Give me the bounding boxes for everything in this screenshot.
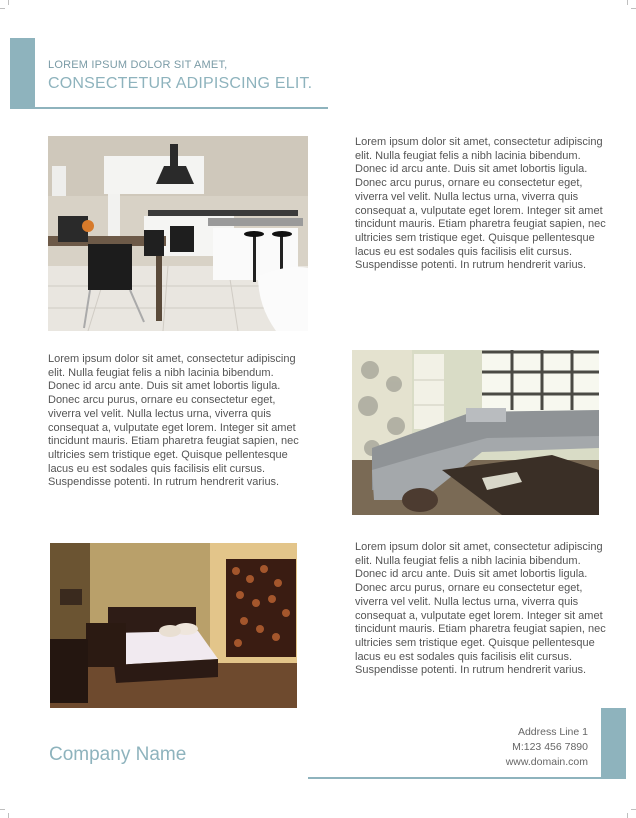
website-link[interactable]: www.domain.com — [505, 756, 588, 768]
crop-mark — [631, 8, 636, 9]
header-headline: CONSECTETUR ADIPISCING ELIT. — [48, 75, 313, 92]
header-kicker: LOREM IPSUM DOLOR SIT AMET, — [48, 59, 228, 71]
crop-mark — [0, 8, 5, 9]
crop-mark — [627, 813, 628, 818]
crop-mark — [631, 809, 636, 810]
header-accent-block — [10, 38, 35, 109]
phone-number: M:123 456 7890 — [512, 741, 588, 753]
crop-mark — [8, 0, 9, 5]
company-name: Company Name — [49, 744, 187, 765]
section-2-text: Lorem ipsum dolor sit amet, consectetur adipiscing elit. Nulla feugiat felis a nibh lacinia bibendum. Donec id arcu ante. Duis sit amet lobortis ligula. Donec arcu purus, ornare eu consectetur eget, viverra vel velit. Nulla lectus urna, viverra quis consequat a, vulputate eget lorem. Integer sit amet tincidunt mauris. Etiam pharetra feugiat sapien, nec ultricies sem tristique eget. Quisque pellentesque lacus eu est sodales quis facilisis elit cursus. Suspendisse potenti. In rutrum hendrerit varius. — [48, 353, 299, 489]
address-line: Address Line 1 — [517, 726, 588, 738]
crop-mark — [8, 813, 9, 818]
crop-mark — [0, 809, 5, 810]
bedroom-photo — [50, 543, 297, 708]
footer-accent-block — [601, 708, 626, 779]
header-rule — [35, 107, 328, 109]
section-1-text: Lorem ipsum dolor sit amet, consectetur adipiscing elit. Nulla feugiat felis a nibh lacinia bibendum. Donec id arcu ante. Duis sit amet lobortis ligula. Donec arcu purus, ornare eu consectetur eget, viverra vel velit. Nulla lectus urna, viverra quis consequat a, vulputate eget lorem. Integer sit amet tincidunt mauris. Etiam pharetra feugiat sapien, nec ultricies sem tristique eget. Quisque pellentesque lacus eu est sodales quis facilisis elit cursus. Suspendisse potenti. In rutrum hendrerit varius. — [355, 136, 606, 272]
living-room-photo — [352, 350, 599, 515]
kitchen-photo — [48, 136, 308, 331]
footer-rule — [308, 777, 601, 779]
crop-mark — [627, 0, 628, 5]
section-3-text: Lorem ipsum dolor sit amet, consectetur adipiscing elit. Nulla feugiat felis a nibh lacinia bibendum. Donec id arcu ante. Duis sit amet lobortis ligula. Donec arcu purus, ornare eu consectetur eget, viverra vel velit. Nulla lectus urna, viverra quis consequat a, vulputate eget lorem. Integer sit amet tincidunt mauris. Etiam pharetra feugiat sapien, nec ultricies sem tristique eget. Quisque pellentesque lacus eu est sodales quis facilisis elit cursus. Suspendisse potenti. In rutrum hendrerit varius. — [355, 541, 606, 677]
